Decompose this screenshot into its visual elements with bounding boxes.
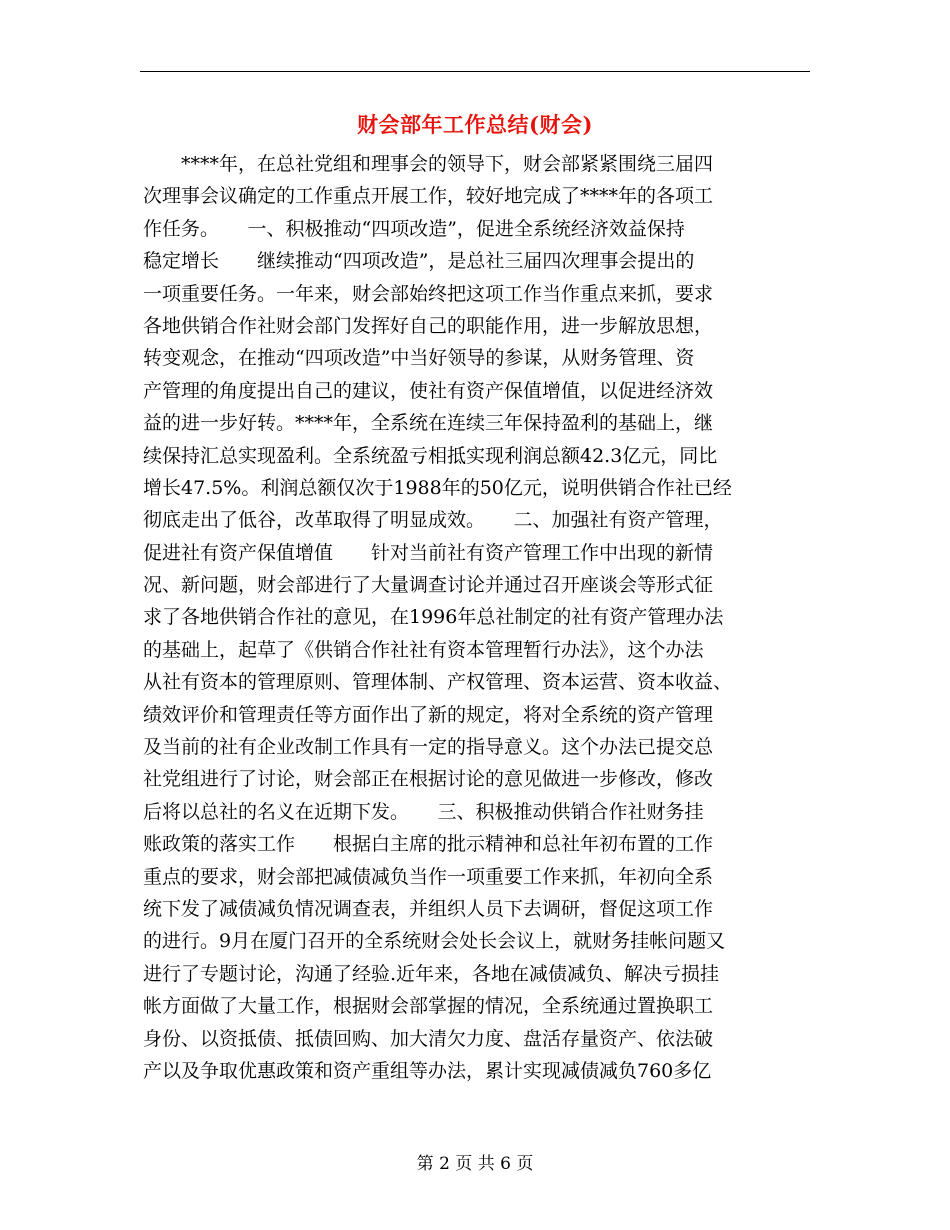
- body-line: 账政策的落实工作 根据白主席的批示精神和总社年初布置的工作: [143, 833, 714, 856]
- body-line: 各地供销合作社财会部门发挥好自己的职能作用，进一步解放思想，: [143, 314, 714, 337]
- body-line: 帐方面做了大量工作，根据财会部掌握的情况，全系统通过置换职工: [143, 995, 714, 1018]
- body-line: 从社有资本的管理原则、管理体制、产权管理、资本运营、资本收益、: [143, 671, 733, 694]
- body-line: 进行了专题讨论，沟通了经验.近年来，各地在减债减负、解决亏损挂: [143, 962, 720, 985]
- document-body: [143, 148, 813, 1087]
- body-line: 的进行。9月在厦门召开的全系统财会处长会议上，就财务挂帐问题又: [143, 930, 726, 953]
- body-line: 况、新问题，财会部进行了大量调查讨论并通过召开座谈会等形式征: [143, 574, 714, 597]
- body-line: 益的进一步好转。****年，全系统在连续三年保持盈利的基础上，继: [143, 412, 714, 435]
- body-line: 重点的要求，财会部把减债减负当作一项重要工作来抓，年初向全系: [143, 865, 714, 888]
- body-line: ****年，在总社党组和理事会的领导下，财会部紧紧围绕三届四: [143, 153, 714, 175]
- body-line: 及当前的社有企业改制工作具有一定的指导意义。这个办法已提交总: [143, 736, 714, 759]
- page-number: 第 2 页 共 6 页: [416, 1154, 534, 1174]
- body-line: 求了各地供销合作社的意见，在1996年总社制定的社有资产管理办法: [143, 606, 724, 629]
- body-line: 社党组进行了讨论，财会部正在根据讨论的意见做进一步修改，修改: [143, 768, 714, 791]
- body-line: 彻底走出了低谷，改革取得了明显成效。 二、加强社有资产管理，: [143, 509, 723, 532]
- body-line: 产以及争取优惠政策和资产重组等办法，累计实现减债减负760多亿: [143, 1059, 712, 1082]
- body-line: 身份、以资抵债、抵债回购、加大清欠力度、盘活存量资产、依法破: [143, 1027, 714, 1050]
- document-title: 财会部年工作总结(财会): [357, 112, 593, 137]
- header-rule: [140, 71, 810, 72]
- body-line: 后将以总社的名义在近期下发。 三、积极推动供销合作社财务挂: [143, 800, 704, 823]
- body-line: 产管理的角度提出自己的建议，使社有资产保值增值，以促进经济效: [143, 379, 714, 402]
- body-line: 一项重要任务。一年来，财会部始终把这项工作当作重点来抓，要求: [143, 282, 714, 305]
- body-line: 稳定增长 继续推动“四项改造”，是总社三届四次理事会提出的: [143, 250, 695, 273]
- body-line: 统下发了减债减负情况调查表，并组织人员下去调研，督促这项工作: [143, 897, 714, 920]
- body-line: 的基础上，起草了《供销合作社社有资本管理暂行办法》，这个办法: [143, 638, 704, 661]
- body-line: 促进社有资产保值增值 针对当前社有资产管理工作中出现的新情: [143, 541, 714, 564]
- body-line: 次理事会议确定的工作重点开展工作，较好地完成了****年的各项工: [143, 185, 714, 208]
- body-line: 作任务。 一、积极推动“四项改造”，促进全系统经济效益保持: [143, 217, 685, 240]
- body-line: 续保持汇总实现盈利。全系统盈亏相抵实现利润总额42.3亿元，同比: [143, 444, 718, 467]
- body-line: 绩效评价和管理责任等方面作出了新的规定，将对全系统的资产管理: [143, 703, 714, 726]
- body-line: 增长47.5%。利润总额仅次于1988年的50亿元，说明供销合作社已经: [143, 476, 732, 499]
- body-line: 转变观念，在推动“四项改造”中当好领导的参谋，从财务管理、资: [143, 347, 695, 370]
